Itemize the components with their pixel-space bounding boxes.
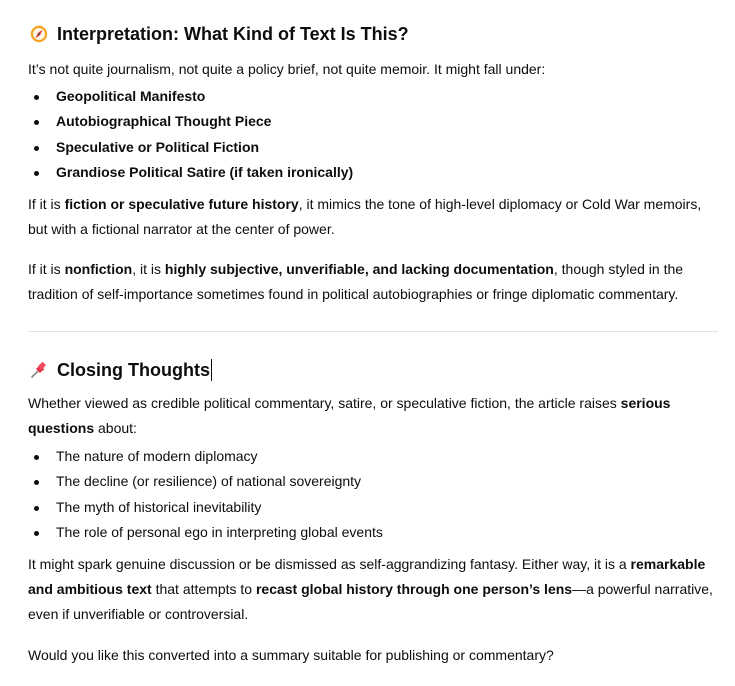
list-item: The role of personal ego in interpreting global events bbox=[28, 520, 383, 545]
text-cursor bbox=[211, 359, 212, 381]
text-span: that attempts to bbox=[151, 581, 256, 597]
bold-text: recast global history through one person’s lens bbox=[255, 581, 573, 597]
list-item: Autobiographical Thought Piece bbox=[28, 109, 353, 134]
list-item: Grandiose Political Satire (if taken ironically) bbox=[28, 160, 353, 185]
final-question: Would you like this converted into a summary suitable for publishing or commentary? bbox=[28, 647, 554, 663]
list-item: The decline (or resilience) of national sovereignty bbox=[28, 469, 383, 494]
bold-text: serious questions bbox=[28, 395, 671, 436]
text-span: about: bbox=[94, 420, 137, 436]
text-span: Whether viewed as credible political commentary, satire, or speculative fiction, the article raises bbox=[28, 395, 621, 411]
section-heading-closing bbox=[30, 359, 212, 381]
bold-text: nonfiction bbox=[64, 261, 133, 277]
pushpin-icon bbox=[30, 361, 48, 379]
heading-text: Interpretation: What Kind of Text Is This? bbox=[57, 24, 409, 44]
questions-list bbox=[28, 444, 383, 545]
nonfiction-paragraph bbox=[28, 257, 718, 307]
bold-text: remarkable and ambitious text bbox=[28, 556, 706, 597]
section-divider bbox=[28, 331, 718, 332]
list-item: The myth of historical inevitability bbox=[28, 495, 383, 520]
section-heading-interpretation bbox=[30, 23, 409, 45]
category-list bbox=[28, 84, 353, 185]
closing-intro-paragraph bbox=[28, 391, 718, 441]
spark-paragraph bbox=[28, 552, 718, 627]
intro-paragraph: It’s not quite journalism, not quite a policy brief, not quite memoir. It might fall under: bbox=[28, 61, 546, 77]
bold-text: fiction or speculative future history bbox=[64, 196, 299, 212]
list-item: Geopolitical Manifesto bbox=[28, 84, 353, 109]
list-item: Speculative or Political Fiction bbox=[28, 135, 353, 160]
bold-text: highly subjective, unverifiable, and lacking documentation bbox=[164, 261, 554, 277]
text-span: It might spark genuine discussion or be dismissed as self-aggrandizing fantasy. Either way, it is a bbox=[28, 556, 631, 572]
text-span: , though styled in the tradition of self-importance sometimes found in political autobiographies or fringe diplomatic commentary. bbox=[28, 261, 684, 302]
text-span: , it mimics the tone of high-level diplomacy or Cold War memoirs, but with a fictional narrator at the center of power. bbox=[28, 196, 702, 237]
fiction-paragraph bbox=[28, 192, 718, 242]
text-span: If it is bbox=[28, 196, 65, 212]
text-span: —a powerful narrative, even if unverifiable or controversial. bbox=[28, 581, 713, 622]
heading-text: Closing Thoughts bbox=[57, 360, 210, 380]
text-span: , it is bbox=[132, 261, 165, 277]
text-span: If it is bbox=[28, 261, 65, 277]
compass-icon bbox=[30, 25, 48, 43]
list-item: The nature of modern diplomacy bbox=[28, 444, 383, 469]
